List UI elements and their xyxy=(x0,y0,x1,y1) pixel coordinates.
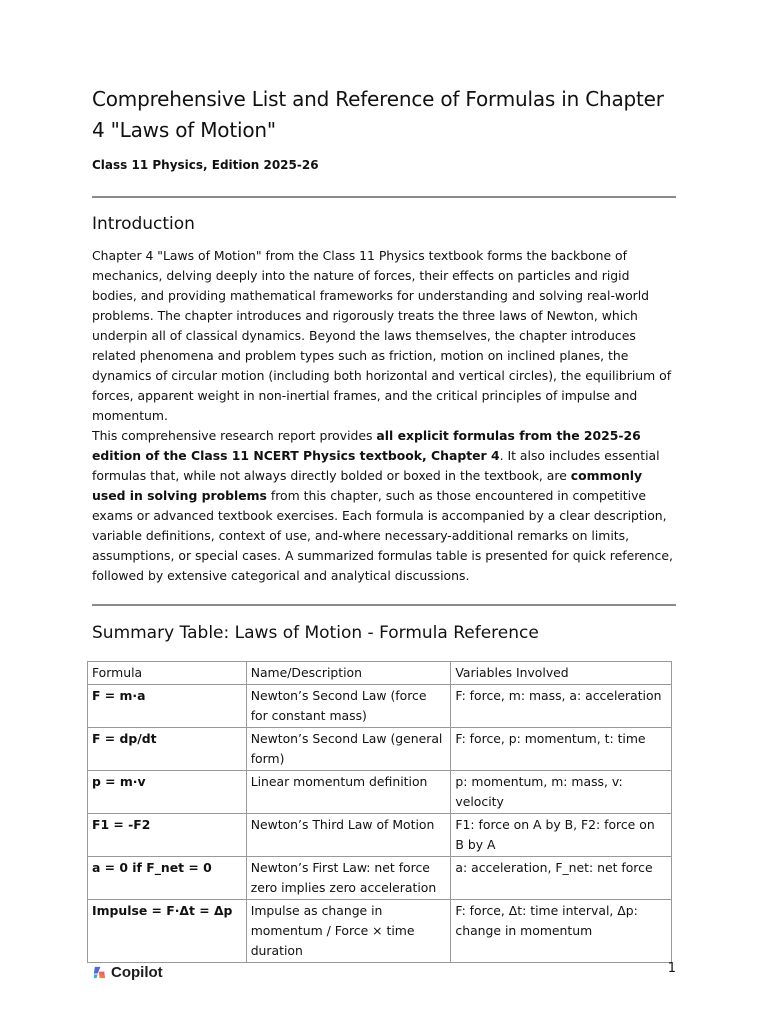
intro-p2-bold-b: commonly used in solving problems xyxy=(92,468,643,503)
column-header-variables: Variables Involved xyxy=(451,662,672,685)
intro-p2-text-b: . It also includes essential formulas that, while not always directly bolded or boxed in the textbook, are xyxy=(92,448,660,483)
copilot-logo xyxy=(92,964,163,981)
document-subtitle: Class 11 Physics, Edition 2025-26 xyxy=(92,158,319,172)
document-page xyxy=(92,84,676,963)
variables-cell: F: force, p: momentum, t: time xyxy=(451,728,672,771)
copilot-logo-text: Copilot xyxy=(111,964,163,981)
variables-cell: F: force, Δt: time interval, Δp: change in momentum xyxy=(451,900,672,963)
description-cell: Newton’s Second Law (force for constant mass) xyxy=(246,685,451,728)
description-cell: Newton’s Third Law of Motion xyxy=(246,814,451,857)
table-header-row xyxy=(88,662,672,685)
table-row xyxy=(88,685,672,728)
variables-cell: F1: force on A by B, F2: force on B by A xyxy=(451,814,672,857)
variables-cell: a: acceleration, F_net: net force xyxy=(451,857,672,900)
section-divider xyxy=(92,196,676,198)
table-row xyxy=(88,814,672,857)
formula-table xyxy=(87,661,672,963)
table-row xyxy=(88,771,672,814)
section-divider xyxy=(92,604,676,606)
column-header-description: Name/Description xyxy=(246,662,451,685)
formula-cell: a = 0 if F_net = 0 xyxy=(88,857,247,900)
formula-cell: Impulse = F·Δt = Δp xyxy=(88,900,247,963)
introduction-heading: Introduction xyxy=(92,214,195,234)
description-cell: Newton’s First Law: net force zero implies zero acceleration xyxy=(246,857,451,900)
description-cell: Impulse as change in momentum / Force × time duration xyxy=(246,900,451,963)
table-row xyxy=(88,728,672,771)
variables-cell: F: force, m: mass, a: acceleration xyxy=(451,685,672,728)
document-title: Comprehensive List and Reference of Formulas in Chapter 4 "Laws of Motion" xyxy=(92,87,664,142)
table-row xyxy=(88,857,672,900)
introduction-paragraph-2 xyxy=(92,426,676,586)
intro-p2-text-a: This comprehensive research report provides xyxy=(92,428,377,443)
variables-cell: p: momentum, m: mass, v: velocity xyxy=(451,771,672,814)
description-cell: Linear momentum definition xyxy=(246,771,451,814)
formula-cell: F1 = -F2 xyxy=(88,814,247,857)
formula-cell: p = m·v xyxy=(88,771,247,814)
introduction-paragraph-1: Chapter 4 "Laws of Motion" from the Class 11 Physics textbook forms the backbone of mechanics, delving deeply into the nature of forces, their effects on particles and rigid bodies, and providing mathematical frameworks for understanding and solving real-world problems. The chapter introduces and rigorously treats the three laws of Newton, which underpin all of classical dynamics. Beyond the laws themselves, the chapter introduces related phenomena and problem types such as friction, motion on inclined planes, the dynamics of circular motion (including both horizontal and vertical circles), the equilibrium of forces, apparent weight in non-inertial frames, and the critical principles of impulse and momentum. xyxy=(92,248,672,423)
table-row xyxy=(88,900,672,963)
summary-table-heading: Summary Table: Laws of Motion - Formula Reference xyxy=(92,623,539,643)
intro-p2-text-c: from this chapter, such as those encountered in competitive exams or advanced textbook exercises. Each formula is accompanied by a clear description, variable definitions, context of use, and-where necessary-additional remarks on limits, assumptions, or special cases. A summarized formulas table is presented for quick reference, followed by extensive categorical and analytical discussions. xyxy=(92,488,673,583)
column-header-formula: Formula xyxy=(88,662,247,685)
formula-cell: F = dp/dt xyxy=(88,728,247,771)
copilot-logo-icon xyxy=(92,965,107,980)
description-cell: Newton’s Second Law (general form) xyxy=(246,728,451,771)
intro-p2-bold-a: all explicit formulas from the 2025-26 edition of the Class 11 NCERT Physics textbook, Chapter 4 xyxy=(92,428,641,463)
page-number: 1 xyxy=(667,961,676,976)
formula-cell: F = m·a xyxy=(88,685,247,728)
